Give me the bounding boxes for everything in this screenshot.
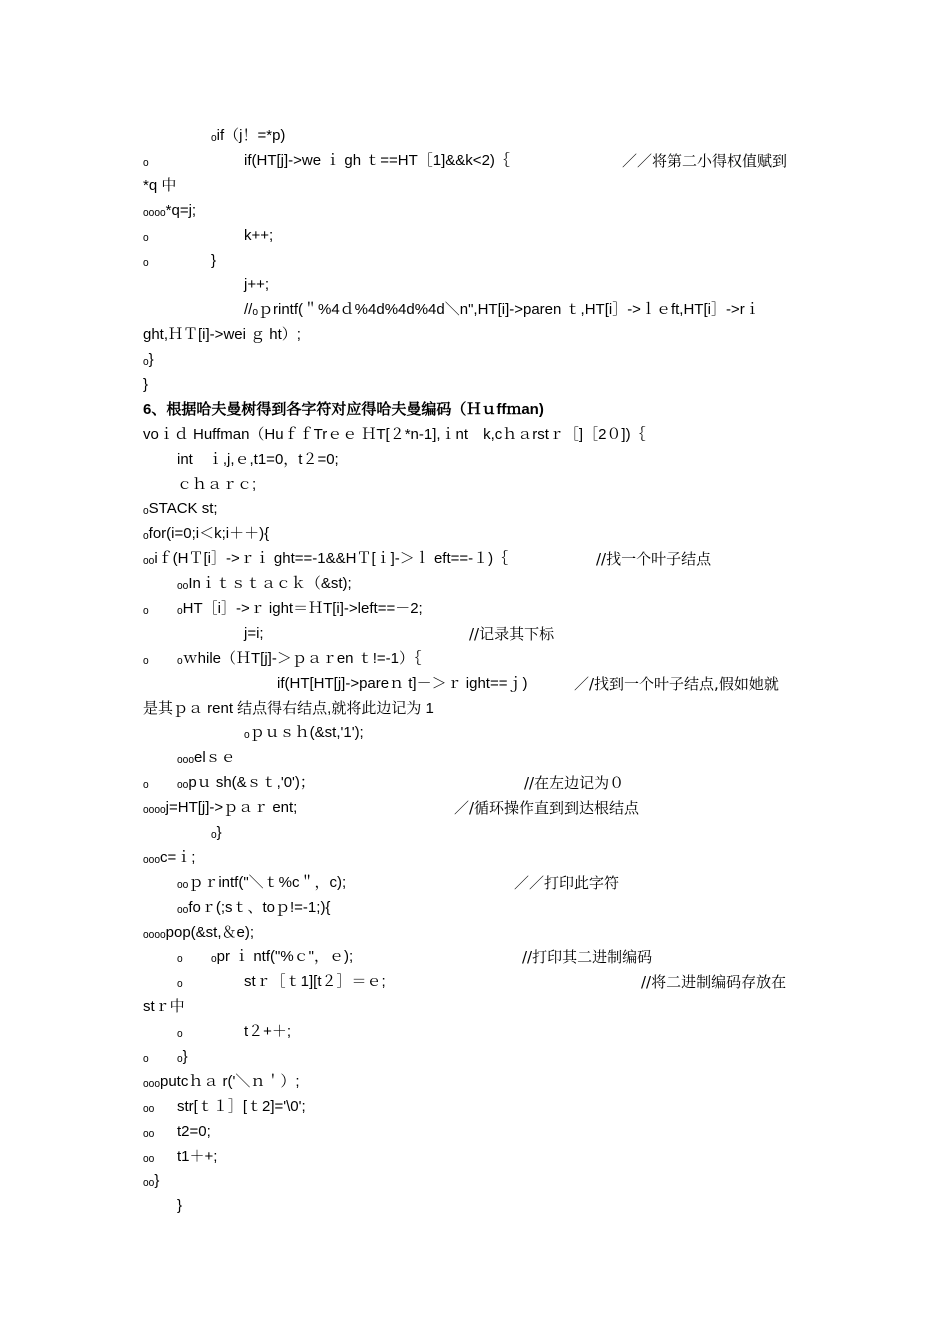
code-line: } bbox=[143, 376, 149, 393]
code-comment: //打印其二进制编码 bbox=[522, 948, 653, 966]
code-comment: ／／打印此字符 bbox=[514, 874, 620, 892]
code-line: ₒₒfoｒ(;sｔ、toｐ!=-1;){ bbox=[177, 899, 331, 916]
code-line: ₒｐｕｓｈ(&st,'1'); bbox=[244, 724, 364, 741]
code-line: ght,ＨＴ[i]->wei ｇ ht）; bbox=[143, 326, 301, 343]
code-line: //ₒｐrintf(＂%4ｄ%4d%4d%4d＼n",HT[i]->paren ｔ,HT[i］->ｌｅft,HT[i］->rｉ bbox=[244, 301, 760, 318]
code-line: ₒₒInｉｔｓｔａｃｋ（&st); bbox=[177, 575, 352, 592]
code-line: ₒ ₒpr ｉ ntf("%ｃ"，ｅ); //打印其二进制编码 bbox=[0, 945, 950, 969]
code-comment: //将二进制编码存放在 bbox=[641, 973, 787, 991]
code-line: ₒₒₒₒj=HT[j]->ｐａｒ ent; ／/循环操作直到到达根结点 bbox=[0, 796, 950, 820]
code-line: 是其ｐａ rent 结点得右结点,就将此边记为 1 bbox=[143, 700, 434, 717]
code-comment: ／／将第二小得权值赋到 bbox=[622, 152, 788, 170]
code-line: ₒₒ str[ｔ１］[ｔ2]='\0'; bbox=[143, 1098, 306, 1115]
code-comment: //在左边记为０ bbox=[524, 774, 625, 792]
code-line: ｃｈａｒｃ; bbox=[177, 476, 257, 493]
code-comment: ／/循环操作直到到达根结点 bbox=[454, 799, 640, 817]
code-line: ₒ ₒｗhile（ＨT[j]-＞ｐａｒen ｔ!=-1）｛ bbox=[143, 650, 422, 667]
code-line: ₒ t２+＋; bbox=[177, 1023, 292, 1040]
code-line: ₒ} bbox=[143, 351, 154, 368]
code-line: ₒₒ} bbox=[143, 1172, 160, 1189]
code-line: ₒ ₒ} bbox=[143, 1048, 188, 1065]
code-line: int ｉ,j,ｅ,t1=0，t２=0; bbox=[177, 451, 339, 468]
code-line: if(HT[HT[j]->pareｎ t]－＞ｒ ight==ｊ) ／/找到一个叶子结点,假如她就 bbox=[0, 672, 950, 696]
code-line: ₒ k++; bbox=[143, 227, 274, 244]
code-line: ₒ} bbox=[211, 824, 222, 841]
code-line: ₒ if(HT[j]->we ｉ gh ｔ==HT［1]&&k<2)｛ ／／将第二小得权值赋到 bbox=[0, 149, 950, 173]
code-line: ₒₒₒputcｈａ r('＼ｎ＇）; bbox=[143, 1073, 300, 1090]
code-line: ₒₒｐｒintf("＼ｔ%c＂，c); ／／打印此字符 bbox=[0, 871, 950, 895]
section-heading: 6、根据哈夫曼树得到各字符对应得哈夫曼编码（Ｈｕffｍan) bbox=[143, 401, 544, 418]
code-comment: //记录其下标 bbox=[469, 625, 555, 643]
code-line: ₒₒ t2=0; bbox=[143, 1123, 211, 1140]
code-line: ₒfor(i=0;i＜k;i＋＋){ bbox=[143, 525, 270, 542]
code-line: ₒ ₒHT［i］->ｒ ight＝ＨT[i]->left==－2; bbox=[143, 600, 423, 617]
code-line: ₒₒₒelｓｅ bbox=[177, 749, 236, 766]
code-line: stｒ中 bbox=[143, 998, 185, 1015]
code-line: ₒₒiｆ(HＴ[i］->ｒｉ ght==-1&&HＴ[ｉ]-＞ｌ eft==-１)｛ //找一个叶子结点 bbox=[0, 547, 950, 571]
code-line: } bbox=[177, 1197, 183, 1214]
code-line: voｉｄ Huffman（HuｆｆTrｅｅ ＨT[２*n-1],ｉnt k,cｈａrstｒ［]［2０])｛ bbox=[143, 426, 646, 443]
code-line: *q 中 bbox=[143, 177, 177, 194]
code-line: j=i; //记录其下标 bbox=[0, 622, 950, 646]
code-line: ₒₒₒₒpop(&st,＆e); bbox=[143, 924, 255, 941]
code-line: ₒ stｒ［ｔ1][t２］＝ｅ; //将二进制编码存放在 bbox=[0, 970, 950, 994]
code-line: ₒ } bbox=[143, 252, 217, 269]
code-comment: //找一个叶子结点 bbox=[596, 550, 712, 568]
code-line: ₒₒ t1＋+; bbox=[143, 1148, 218, 1165]
code-line: j++; bbox=[244, 276, 270, 293]
code-line: ₒif（j！=*p) bbox=[211, 127, 286, 144]
code-line: ₒSTACK st; bbox=[143, 500, 218, 517]
code-comment: ／/找到一个叶子结点,假如她就 bbox=[574, 675, 779, 693]
code-line: ₒₒₒₒ*q=j; bbox=[143, 202, 197, 219]
code-line: ₒₒₒc=ｉ; bbox=[143, 849, 196, 866]
code-line: ₒ ₒₒpｕ sh(&ｓｔ,'0')； //在左边记为０ bbox=[0, 771, 950, 795]
